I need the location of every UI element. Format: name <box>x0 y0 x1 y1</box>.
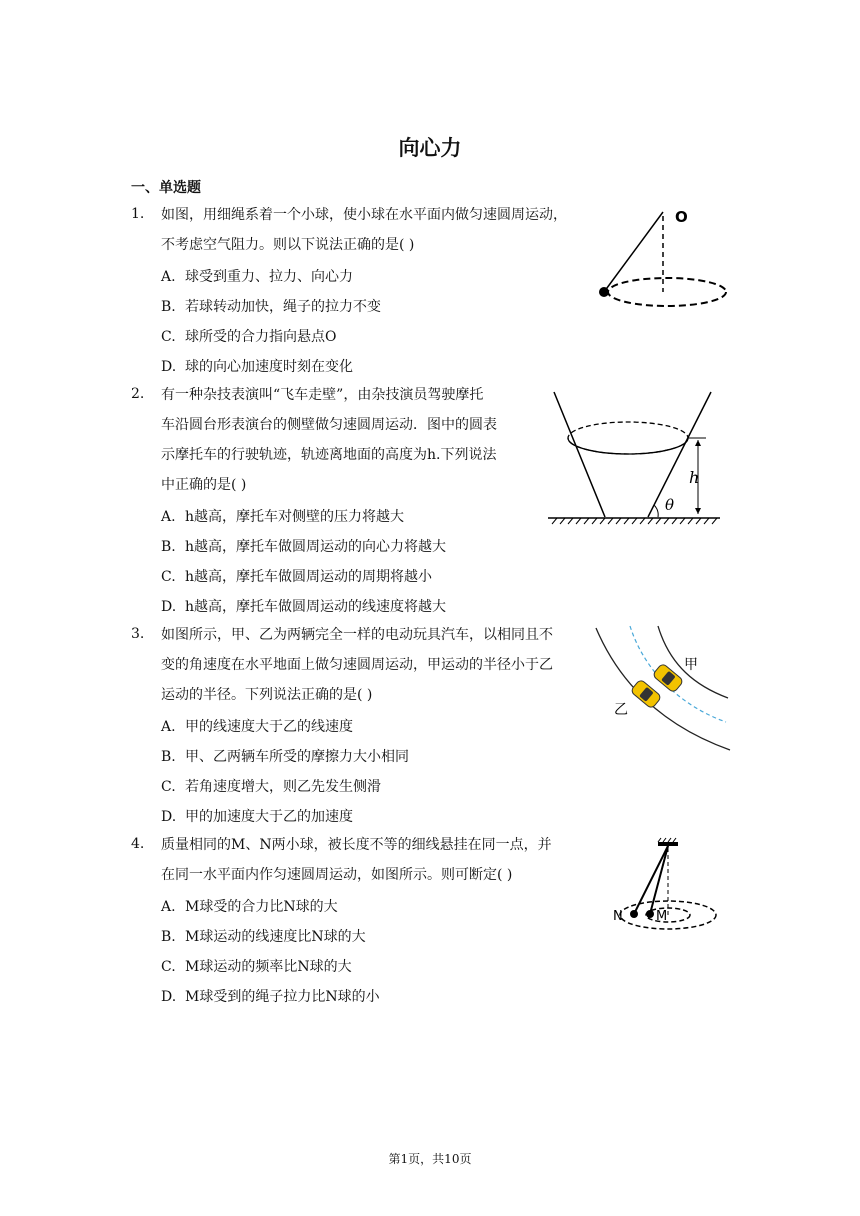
figure-conical-pendulum <box>592 206 732 316</box>
question-text: 质量相同的M、N两小球，被长度不等的细线悬挂在同一点，并 <box>161 837 552 853</box>
question-number: 2. <box>131 386 145 402</box>
page-footer: 第1页，共10页 <box>388 1152 472 1166</box>
figure-two-pendulums <box>606 834 726 944</box>
section-heading: 一、单选题 <box>131 180 201 196</box>
question-text: 如图，用细绳系着一个小球，使小球在水平面内做匀速圆周运动， <box>161 207 567 223</box>
height-label: h <box>689 468 700 487</box>
car-a-icon <box>652 663 684 693</box>
option: C. 球所受的合力指向悬点O <box>161 329 337 345</box>
option: D. 球的向心加速度时刻在变化 <box>161 359 353 375</box>
option: D. M球受到的绳子拉力比N球的小 <box>161 989 380 1005</box>
option: C. h越高，摩托车做圆周运动的周期将越小 <box>161 569 433 585</box>
point-o-label: O <box>675 208 688 226</box>
ball-n-label: N <box>613 909 623 924</box>
question-number: 3. <box>131 626 145 642</box>
car-b-icon <box>630 679 662 709</box>
option: A. M球受的合力比N球的大 <box>161 899 338 915</box>
question-number: 1. <box>131 206 145 222</box>
option: C. M球运动的频率比N球的大 <box>161 959 352 975</box>
question-text: 在同一水平面内作匀速圆周运动，如图所示。则可断定( ) <box>161 867 513 883</box>
question-text: 车沿圆台形表演台的侧壁做匀速圆周运动．图中的圆表 <box>161 417 497 433</box>
question-text: 不考虑空气阻力。则以下说法正确的是( ) <box>161 237 415 253</box>
car-b-label: 乙 <box>614 702 628 718</box>
question-number: 4. <box>131 836 145 852</box>
page-title: 向心力 <box>398 136 462 160</box>
question-text: 示摩托车的行驶轨迹，轨迹离地面的高度为h.下列说法 <box>161 447 497 463</box>
option: B. M球运动的线速度比N球的大 <box>161 929 366 945</box>
option: A. h越高，摩托车对侧壁的压力将越大 <box>161 509 405 525</box>
figure-toy-cars <box>594 622 734 754</box>
option: A. 球受到重力、拉力、向心力 <box>161 269 353 285</box>
option: B. 若球转动加快，绳子的拉力不变 <box>161 299 381 315</box>
option: D. 甲的加速度大于乙的加速度 <box>161 809 353 825</box>
option: B. h越高，摩托车做圆周运动的向心力将越大 <box>161 539 447 555</box>
option: D. h越高，摩托车做圆周运动的线速度将越大 <box>161 599 447 615</box>
figure-wall-of-death <box>548 384 724 526</box>
question-text: 有一种杂技表演叫“飞车走壁”，由杂技演员驾驶摩托 <box>161 387 484 403</box>
angle-label: θ <box>665 496 675 514</box>
option: B. 甲、乙两辆车所受的摩擦力大小相同 <box>161 749 409 765</box>
question-text: 如图所示，甲、乙为两辆完全一样的电动玩具汽车，以相同且不 <box>161 627 553 643</box>
question-text: 变的角速度在水平地面上做匀速圆周运动，甲运动的半径小于乙 <box>161 657 553 673</box>
question-text: 中正确的是( ) <box>161 477 247 493</box>
option: C. 若角速度增大，则乙先发生侧滑 <box>161 779 381 795</box>
car-a-label: 甲 <box>684 657 698 673</box>
question-text: 运动的半径。下列说法正确的是( ) <box>161 687 373 703</box>
option: A. 甲的线速度大于乙的线速度 <box>161 719 353 735</box>
ball-m-label: M <box>656 909 668 924</box>
